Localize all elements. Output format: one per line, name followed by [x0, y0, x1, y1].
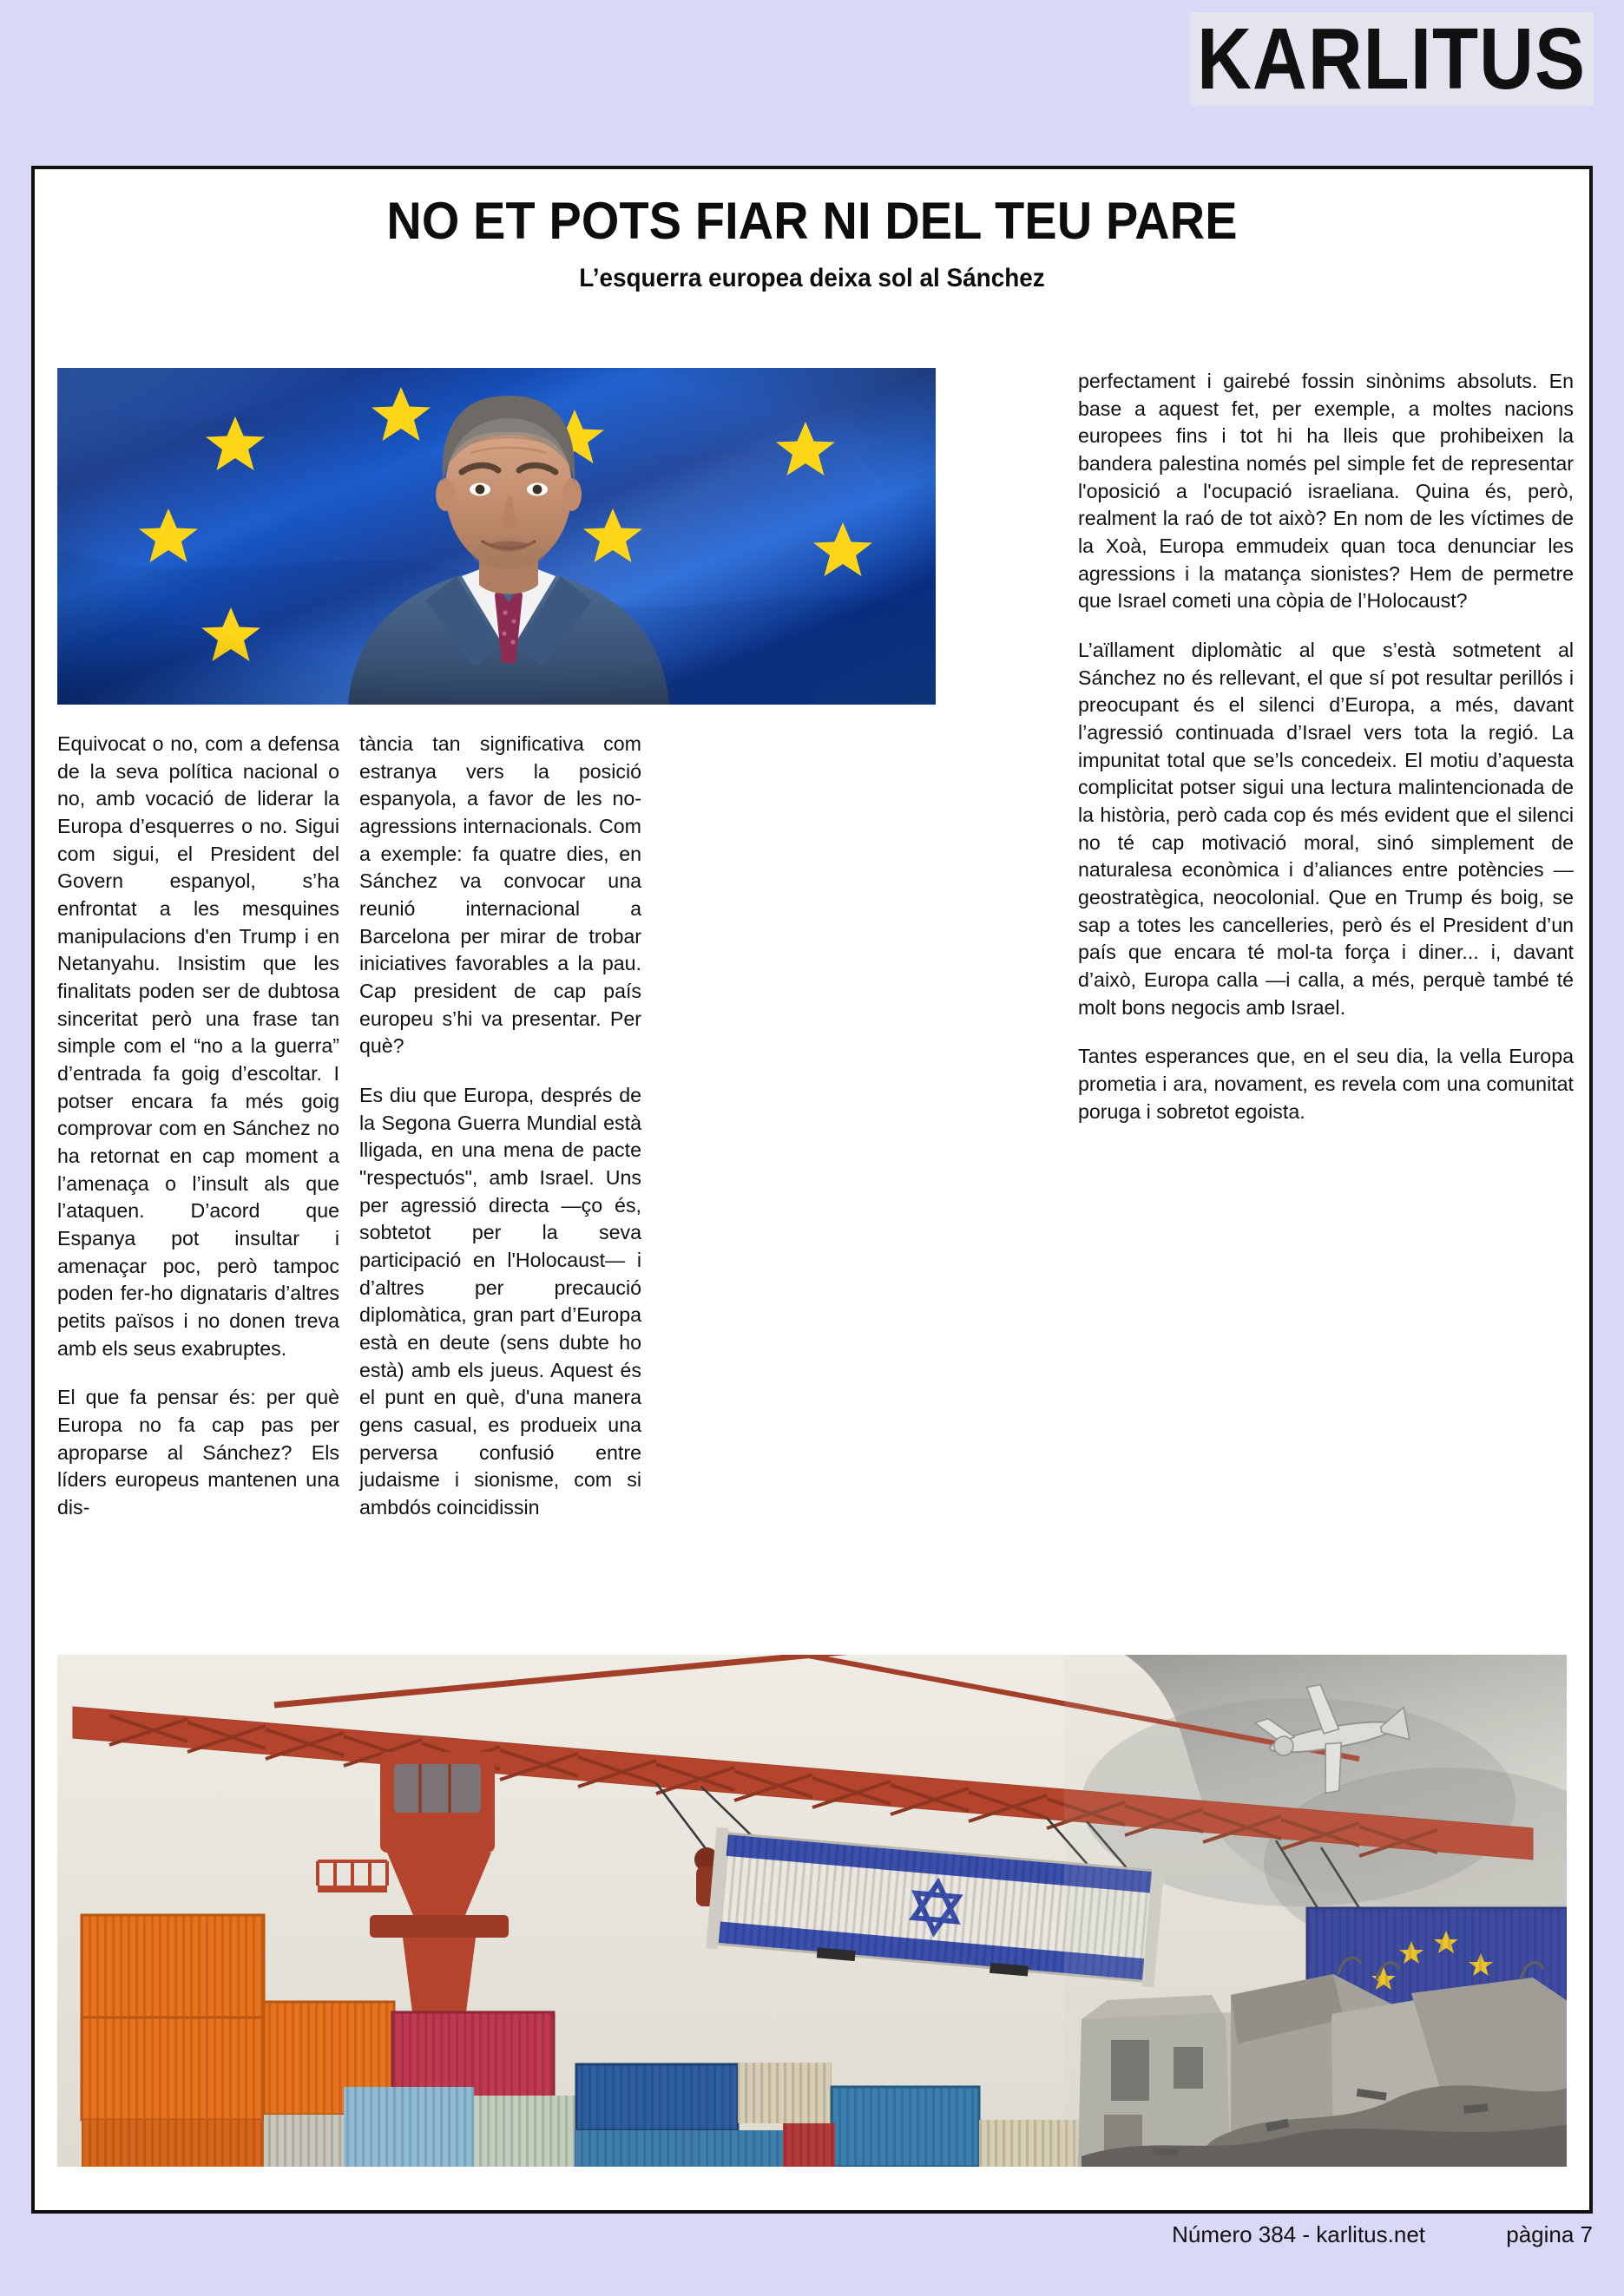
collage-photo-crane-containers — [57, 1655, 1567, 2167]
paragraph: L’aïllament diplomàtic al que s’està sotmetent al Sánchez no és rellevant, el que sí pot resultar perillós i preocupant és el silenci d’Europa, a més, davant l’agressió continuada d’Israel vers tota la regió. La impunitat total que se’ls concedeix. El motiu d’aquesta complicitat potser sigui una lectura malintencionada de la història, però cada cop és més evident que el silenci no té cap motivació moral, sinó simplement de naturalesa econòmica i d’aliances entre potències —geostratègica, neocolonial. Que en Trump és boig, se sap a totes les cancelleries, però és el President d’un país que encara té mol-ta força i diner... i, davant d’això, Europa calla —i calla, a més, perquè també té molt bons negocis amb Israel. — [1078, 639, 1574, 1019]
paragraph: tància tan significativa com estranya vers la posició espanyola, a favor de les no-agressions internacionals. Com a exemple: fa quatre dies, en Sánchez va convocar una reunió internacional a Barcelona per mirar de trobar iniciatives favorables a la pau. Cap president de cap país europeu s’hi va presentar. Per què? — [359, 732, 641, 1058]
article-column-left — [57, 731, 339, 1522]
masthead — [0, 0, 1624, 161]
paragraph: Equivocat o no, com a defensa de la seva política nacional o no, amb vocació de liderar la Europa d’esquerres o no. Sigui com sigui, el President del Govern espanyol, s’ha enfrontat a les mesquines manipulacions d'en Trump i en Netanyahu. Insistim que les finalitats poden ser de dubtosa sinceritat però una frase tan simple com el “no a la guerra” d’entrada fa goig d’escoltar. I potser encara fa més goig comprovar com en Sánchez no ha retornat en cap moment a l’amenaça o l’insult als que l’ataquen. D’acord que Espanya pot insultar i amenaçar poc, però tampoc poden fer-ho dignataris d’altres petits països i no donen treva amb els seus exabruptes. — [57, 732, 339, 1360]
footer-page-number: pàgina 7 — [1506, 2221, 1593, 2247]
masthead-title: KARLITUS — [1190, 12, 1594, 105]
hero-photo-sanchez-eu-flag — [57, 368, 936, 705]
page-title: NO ET POTS FIAR NI DEL TEU PARE — [386, 192, 1238, 250]
article-card — [31, 166, 1593, 2214]
article-body — [57, 368, 1574, 1661]
article-column-right — [1078, 368, 1574, 1125]
page-subtitle: L’esquerra europea deixa sol al Sánchez — [579, 263, 1045, 292]
paragraph: El que fa pensar és: per què Europa no fa cap pas per aproparse al Sánchez? Els líders europeus mantenen una dis- — [57, 1386, 339, 1519]
paragraph: Tantes esperances que, en el seu dia, la vella Europa prometia i ara, novament, es revela com una comunitat poruga i sobretot egoista. — [1078, 1045, 1574, 1123]
paragraph: perfectament i gairebé fossin sinònims absoluts. En base a aquest fet, per exemple, a moltes nacions europees fins i tot hi ha lleis que prohibeixen la bandera palestina només pel simple fet de representar l'oposició a l'ocupació israeliana. Quina és, però, realment la raó de tot això? En nom de les víctimes de la Xoà, Europa emmudeix quan toca denunciar les agressions i la matança sionistes? Hem de permetre que Israel cometi una còpia de l’Holocaust? — [1078, 370, 1574, 613]
footer-issue: Número 384 - karlitus.net — [1172, 2221, 1425, 2247]
page-footer — [31, 2221, 1593, 2265]
paragraph: Es diu que Europa, després de la Segona Guerra Mundial està lligada, en una mena de pacte "respectuós", amb Israel. Uns per agressió directa —ço és, sobtetot per la seva participació en l'Holocaust— i d’altres per precaució diplomàtica, gran part d’Europa està en deute (sens dubte ho està) amb els jueus. Aquest és el punt en què, d'una manera gens casual, es produeix una perversa confusió entre judaisme i sionisme, com si ambdós coincidissin — [359, 1084, 641, 1519]
article-column-middle — [359, 731, 641, 1522]
